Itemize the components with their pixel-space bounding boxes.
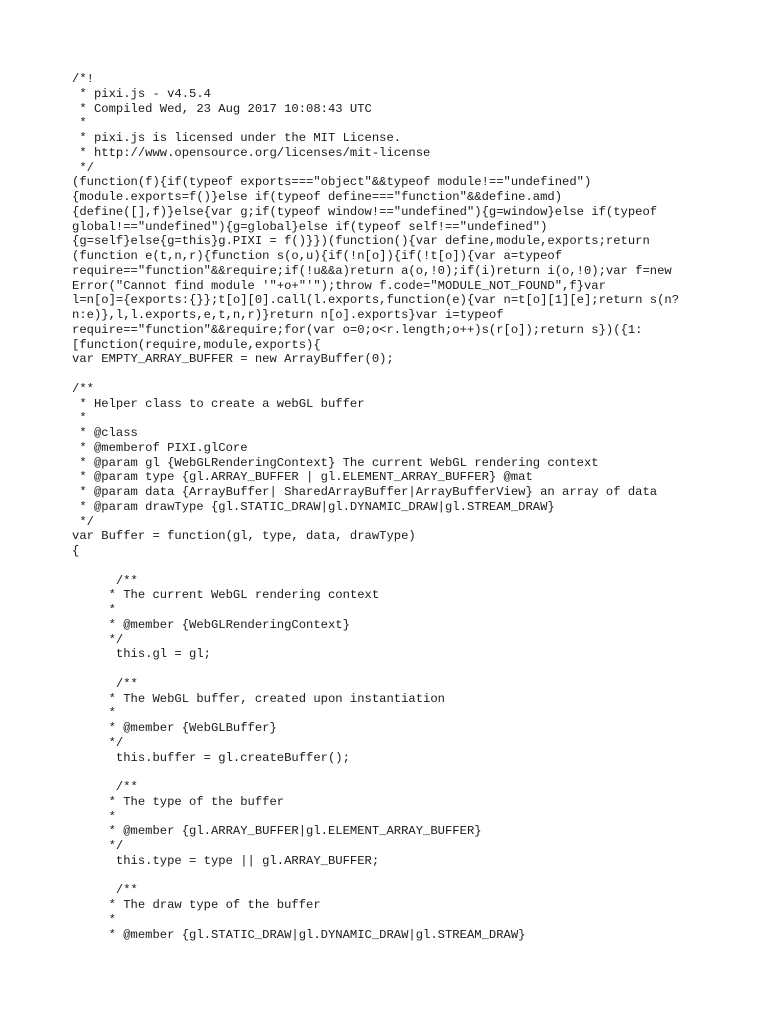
- code-line: global!=="undefined"){g=global}else if(typeof self!=="undefined"): [72, 219, 548, 234]
- code-line: */: [72, 514, 94, 529]
- code-line: require=="function"&&require;for(var o=0;o<r.length;o++)s(r[o]);return s})({1:: [72, 322, 643, 337]
- code-line: var EMPTY_ARRAY_BUFFER = new ArrayBuffer(0);: [72, 352, 394, 367]
- code-line: /**: [72, 780, 138, 794]
- code-line: /*!: [72, 72, 94, 86]
- code-line: * @class: [72, 426, 138, 440]
- code-line: {g=self}else{g=this}g.PIXI = f()}})(function(){var define,module,exports;return: [72, 234, 650, 249]
- code-line: [72, 869, 732, 884]
- code-line: [72, 662, 732, 677]
- code-line: l=n[o]={exports:{}};t[o][0].call(l.exports,function(e){var n=t[o][1][e];return s(n?: [72, 293, 680, 308]
- code-line: * Compiled Wed, 23 Aug 2017 10:08:43 UTC: [72, 101, 372, 116]
- code-line: * The WebGL buffer, created upon instantiation: [72, 691, 445, 706]
- code-line: * pixi.js is licensed under the MIT License.: [72, 131, 402, 145]
- code-line: * The current WebGL rendering context: [72, 588, 380, 603]
- code-line: */: [72, 632, 124, 647]
- code-line: * @param data {ArrayBuffer| SharedArrayBuffer|ArrayBufferView} an array of data: [72, 485, 658, 499]
- code-line: * @member {WebGLBuffer}: [72, 721, 277, 735]
- code-line: {define([],f)}else{var g;if(typeof window!=="undefined"){g=window}else if(typeof: [72, 204, 658, 219]
- code-line: (function e(t,n,r){function s(o,u){if(!n[o]){if(!t[o]){var a=typeof: [72, 249, 563, 263]
- code-line: [72, 559, 732, 574]
- code-line: * @memberof PIXI.glCore: [72, 440, 248, 455]
- code-line: *: [72, 706, 116, 721]
- code-line: [72, 367, 732, 382]
- code-line: */: [72, 735, 124, 750]
- code-line: this.buffer = gl.createBuffer();: [72, 750, 350, 765]
- code-line: * @member {gl.ARRAY_BUFFER|gl.ELEMENT_ARRAY_BUFFER}: [72, 824, 482, 839]
- code-line: *: [72, 809, 116, 824]
- code-line: /**: [72, 573, 138, 588]
- code-line: /**: [72, 381, 94, 396]
- code-line: *: [72, 411, 87, 426]
- code-line: var Buffer = function(gl, type, data, drawType): [72, 529, 416, 544]
- code-line: this.gl = gl;: [72, 647, 211, 662]
- code-line: * Helper class to create a webGL buffer: [72, 396, 365, 411]
- code-line: this.type = type || gl.ARRAY_BUFFER;: [72, 853, 380, 868]
- code-line: * pixi.js - v4.5.4: [72, 86, 211, 101]
- code-line: *: [72, 603, 116, 617]
- code-line: [72, 765, 732, 780]
- code-line: * @param drawType {gl.STATIC_DRAW|gl.DYNAMIC_DRAW|gl.STREAM_DRAW}: [72, 499, 555, 514]
- code-line: * The type of the buffer: [72, 794, 285, 809]
- code-line: (function(f){if(typeof exports==="object"&&typeof module!=="undefined"): [72, 175, 592, 190]
- code-line: *: [72, 116, 87, 131]
- code-document: [72, 72, 732, 942]
- code-line: Error("Cannot find module '"+o+"'");throw f.code="MODULE_NOT_FOUND",f}var: [72, 278, 606, 293]
- code-line: */: [72, 839, 124, 853]
- code-line: require=="function"&&require;if(!u&&a)return a(o,!0);if(i)return i(o,!0);var f=new: [72, 263, 672, 278]
- code-line: [function(require,module,exports){: [72, 337, 321, 352]
- code-line: * http://www.opensource.org/licenses/mit-license: [72, 145, 431, 160]
- code-line: * @member {WebGLRenderingContext}: [72, 617, 350, 632]
- code-line: *: [72, 912, 116, 927]
- code-line: * @param gl {WebGLRenderingContext} The current WebGL rendering context: [72, 455, 599, 470]
- code-line: * @param type {gl.ARRAY_BUFFER | gl.ELEMENT_ARRAY_BUFFER} @mat: [72, 470, 533, 485]
- code-line: {: [72, 544, 80, 558]
- code-line: /**: [72, 883, 138, 898]
- code-line: {module.exports=f()}else if(typeof define==="function"&&define.amd): [72, 190, 563, 204]
- code-line: * @member {gl.STATIC_DRAW|gl.DYNAMIC_DRAW|gl.STREAM_DRAW}: [72, 927, 526, 942]
- code-line: n:e)},l,l.exports,e,t,n,r)}return n[o].exports}var i=typeof: [72, 308, 504, 322]
- code-line: */: [72, 160, 94, 175]
- code-line: * The draw type of the buffer: [72, 898, 321, 912]
- code-line: /**: [72, 676, 138, 691]
